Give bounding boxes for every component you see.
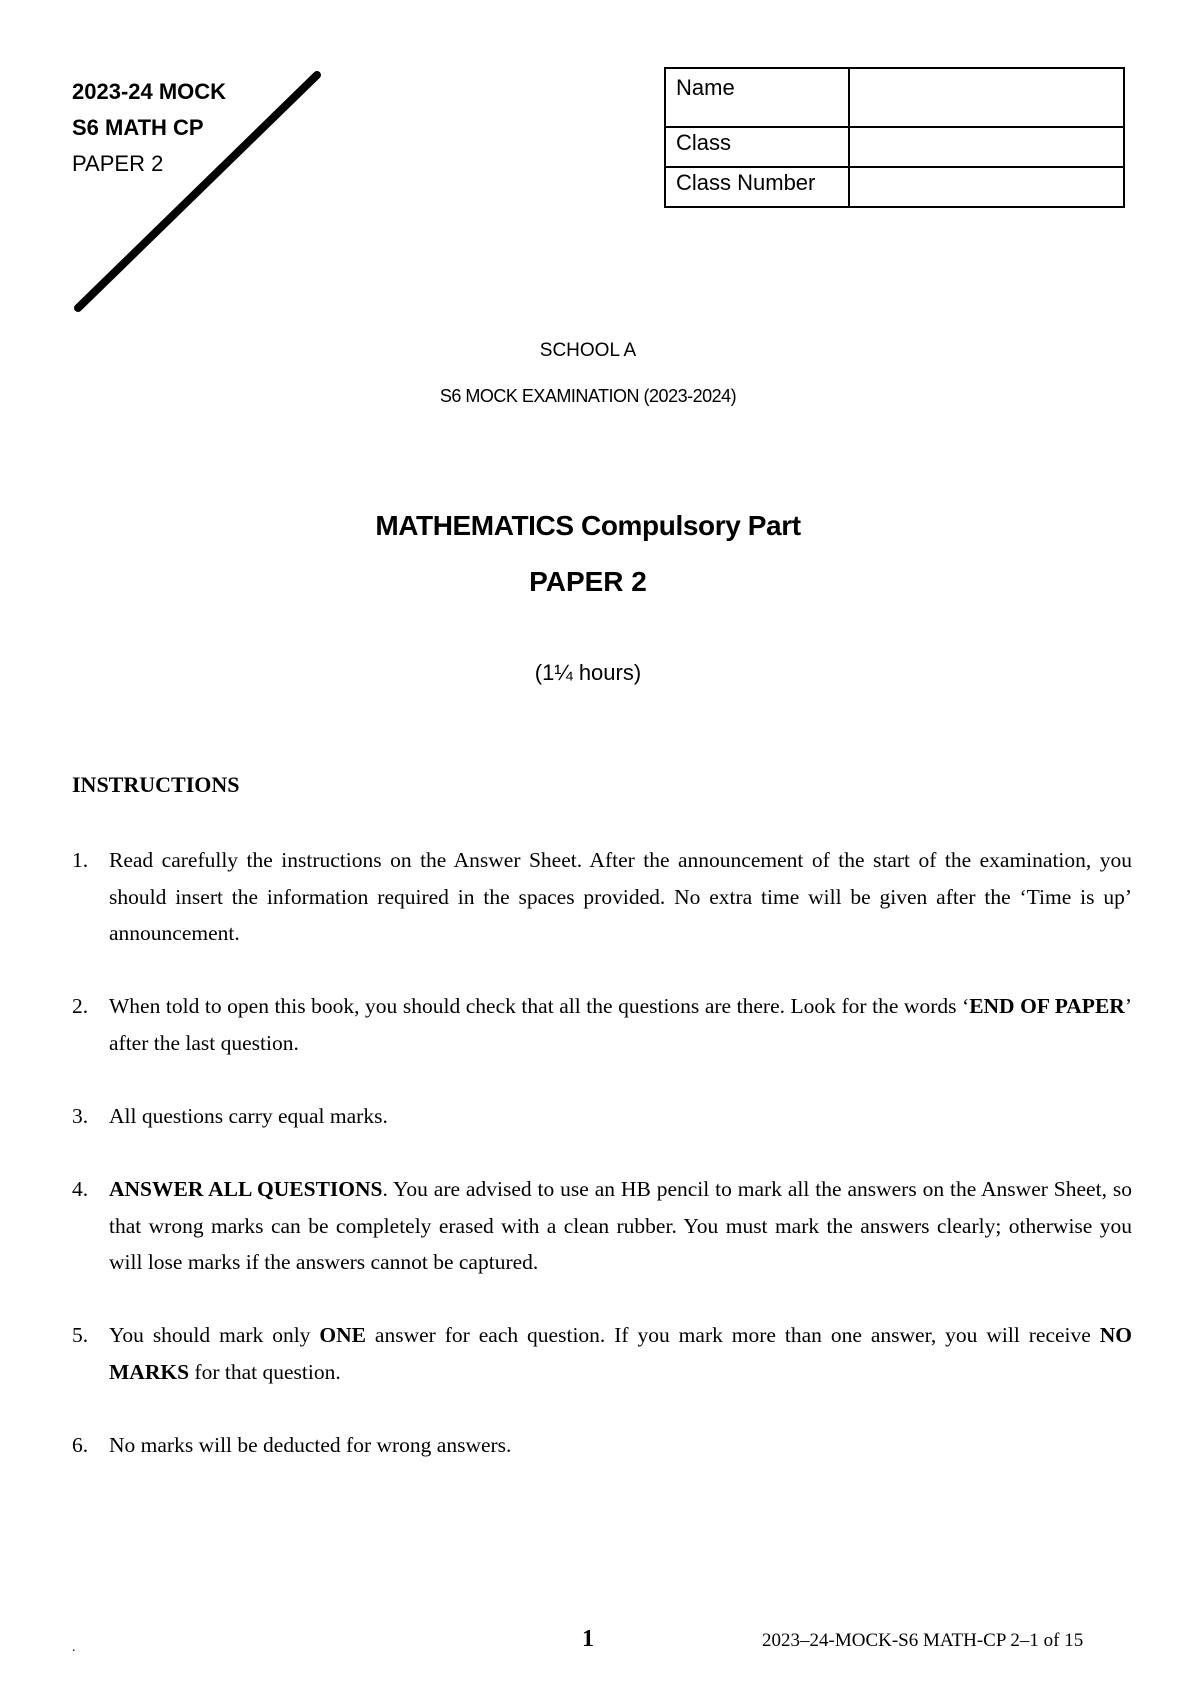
instruction-text-part: answer for each question. If you mark more than one answer, you will receive xyxy=(365,1323,1100,1347)
instruction-text xyxy=(109,988,1132,1061)
instruction-number: 3. xyxy=(72,1104,89,1128)
exam-duration: (1¼ hours) xyxy=(534,660,642,685)
instruction-text-part: for that question. xyxy=(189,1359,341,1384)
info-row-name xyxy=(665,68,1124,127)
instruction-emphasis: END OF PAPER xyxy=(969,994,1125,1018)
instruction-item-1 xyxy=(72,842,1132,952)
exam-code-line1: 2023-24 MOCK xyxy=(72,79,227,104)
exam-code-line2: S6 MATH CP xyxy=(72,115,204,140)
instruction-number: 1. xyxy=(72,848,89,872)
instruction-emphasis: ONE xyxy=(319,1323,366,1347)
instruction-number: 2. xyxy=(72,994,89,1018)
subject-title: MATHEMATICS Compulsory Part xyxy=(375,510,801,541)
instruction-text-part: . You are advised to use an HB pencil to mark all the answers on the Answer Sheet, so that wrong marks can be completely erased with a clean rubber. You must mark the answers clearly; otherwise you will lose marks if the answers cannot be captured. xyxy=(109,1177,1132,1274)
name-field[interactable] xyxy=(849,68,1124,127)
instruction-item-2 xyxy=(72,988,1132,1061)
instruction-text-part: ’ after the last question. xyxy=(109,994,1132,1055)
class-number-label: Class Number xyxy=(665,167,849,207)
exam-code-line3: PAPER 2 xyxy=(72,151,164,176)
instruction-emphasis: NO MARKS xyxy=(109,1323,1132,1384)
footer-dot: . xyxy=(72,1640,76,1655)
info-row-class-number xyxy=(665,167,1124,207)
exam-code-block xyxy=(72,74,226,182)
instruction-text-part: You should mark only xyxy=(109,1323,320,1347)
student-info-table xyxy=(664,67,1125,208)
page-number: 1 xyxy=(582,1626,594,1652)
class-label: Class xyxy=(665,127,849,167)
instruction-emphasis: ANSWER ALL QUESTIONS xyxy=(109,1177,383,1201)
class-field[interactable] xyxy=(849,127,1124,167)
instruction-number: 5. xyxy=(72,1323,89,1347)
footer-paper-code: 2023–24-MOCK-S6 MATH-CP 2–1 of 15 xyxy=(762,1630,1084,1651)
class-number-field[interactable] xyxy=(849,167,1124,207)
instruction-item-6 xyxy=(72,1427,1132,1464)
info-row-class xyxy=(665,127,1124,167)
exam-title: S6 MOCK EXAMINATION (2023-2024) xyxy=(439,386,737,406)
instruction-text: No marks will be deducted for wrong answers. xyxy=(109,1433,512,1457)
instruction-item-5 xyxy=(72,1317,1132,1390)
instruction-text: All questions carry equal marks. xyxy=(109,1104,388,1128)
school-name: SCHOOL A xyxy=(539,340,637,361)
instruction-number: 6. xyxy=(72,1433,89,1457)
instruction-text: Read carefully the instructions on the Answer Sheet. After the announcement of the start of the examination, you should insert the information required in the spaces provided. No extra time will be given after the ‘Time is up’ announcement. xyxy=(109,848,1132,945)
instruction-number: 4. xyxy=(72,1177,89,1201)
instruction-text-part: When told to open this book, you should check that all the questions are there. Look for the words ‘ xyxy=(109,994,970,1018)
instruction-text xyxy=(109,1171,1132,1281)
paper-title: PAPER 2 xyxy=(529,566,647,597)
instructions-heading: INSTRUCTIONS xyxy=(72,772,240,797)
name-label: Name xyxy=(665,68,849,127)
instruction-text xyxy=(109,1317,1132,1390)
instruction-item-3 xyxy=(72,1098,1132,1135)
instruction-item-4 xyxy=(72,1171,1132,1281)
